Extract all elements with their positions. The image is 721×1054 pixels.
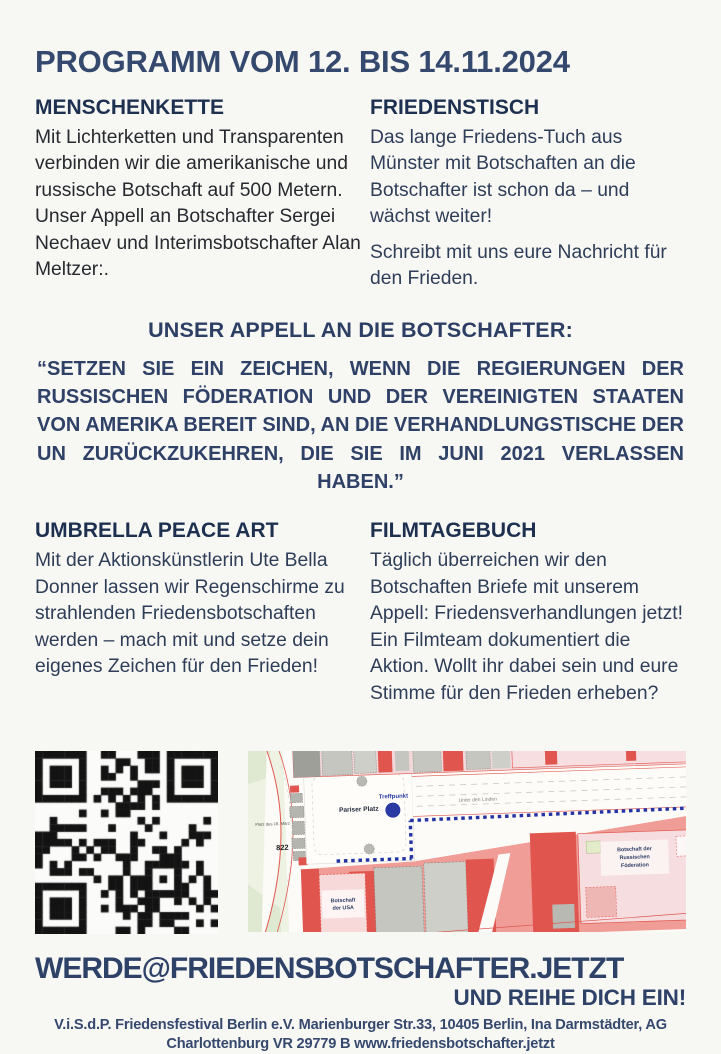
map-label-unter-den-linden: Unter den Linden bbox=[458, 796, 498, 804]
page-title: PROGRAMM VOM 12. BIS 14.11.2024 bbox=[35, 44, 570, 79]
qr-code bbox=[35, 751, 218, 934]
street-map bbox=[248, 751, 686, 932]
imprint-line-1: V.i.S.d.P. Friedensfestival Berlin e.V. Marienburger Str.33, 10405 Berlin, Ina Darmstädter, AG bbox=[54, 1017, 667, 1034]
footer-cta: UND REIHE DICH EIN! bbox=[453, 984, 686, 1010]
imprint bbox=[35, 1016, 686, 1054]
footer-email: WERDE@FRIEDENSBOTSCHAFTER.JETZT bbox=[35, 952, 624, 986]
map-label-rus-2: Russischen bbox=[619, 854, 650, 862]
filmtagebuch-body: Täglich überreichen wir den Botschaften Briefe mit unserem Appell: Friedensverhandlungen jetzt! Ein Filmteam dokumentiert die Aktion. Wollt ihr dabei sein und eure Stimme für den Frieden erheben? bbox=[370, 550, 683, 704]
menschenkette-body: Mit Lichterketten und Transparenten verbinden wir die amerikanische und russische Botschaft auf 500 Metern. Unser Appell an Botschafter Sergei Nechaev und Interimsbotschafter Alan Meltzer:. bbox=[35, 127, 361, 281]
friedenstisch-para2: Schreibt mit uns eure Nachricht für den Frieden. bbox=[370, 241, 667, 290]
friedenstisch-heading: FRIEDENSTISCH bbox=[370, 96, 540, 119]
umbrella-heading: UMBRELLA PEACE ART bbox=[35, 519, 279, 543]
friedenstisch-para1: Das lange Friedens-Tuch aus Münster mit Botschaften an die Botschafter ist schon da – und wächst weiter! bbox=[370, 127, 636, 228]
map-label-platz-18-maerz: Platz des 18. März bbox=[255, 820, 291, 827]
appell-quote: “SETZEN SIE EIN ZEICHEN, WENN DIE REGIERUNGEN DER RUSSISCHEN FÖDERATION UND DER VEREINIGTEN STAATEN VON AMERIKA BEREIT SIND, AN DIE VERHANDLUNGSTISCHE DER UN ZURÜCKZUKEHREN, DIE SIE IM JUNI 2021 VERLASSEN HABEN.” bbox=[37, 357, 684, 494]
map-label-treffpunkt: Treffpunkt bbox=[378, 793, 409, 801]
program-row-2 bbox=[35, 519, 686, 707]
map-label-pariser-platz: Pariser Platz bbox=[338, 805, 379, 815]
menschenkette-heading: MENSCHENKETTE bbox=[35, 96, 225, 119]
section-filmtagebuch bbox=[370, 519, 686, 707]
filmtagebuch-heading: FILMTAGEBUCH bbox=[370, 519, 537, 543]
map-label-rus-1: Botschaft der bbox=[616, 846, 652, 854]
footer bbox=[35, 953, 686, 1054]
map-label-usa-1: Botschaft bbox=[330, 897, 356, 905]
umbrella-body: Mit der Aktionskünstlerin Ute Bella Donner lassen wir Regenschirme zu strahlenden Friedensbotschaften werden – mach mit und setze dein eigenes Zeichen für den Frieden! bbox=[35, 550, 345, 678]
section-umbrella bbox=[35, 519, 363, 707]
section-menschenkette bbox=[35, 96, 363, 293]
map-label-rus-3: Föderation bbox=[620, 862, 649, 870]
section-friedenstisch bbox=[370, 96, 686, 293]
media-row bbox=[35, 751, 686, 934]
map-label-road-number: 822 bbox=[275, 842, 289, 853]
imprint-line-2: Charlottenburg VR 29779 B www.friedensbotschafter.jetzt bbox=[166, 1036, 555, 1053]
map-label-usa-2: der USA bbox=[332, 905, 355, 912]
section-appell bbox=[35, 318, 686, 497]
program-row-1 bbox=[35, 96, 686, 293]
map-image bbox=[248, 751, 686, 932]
appell-heading: UNSER APPELL AN DIE BOTSCHAFTER: bbox=[148, 317, 573, 342]
